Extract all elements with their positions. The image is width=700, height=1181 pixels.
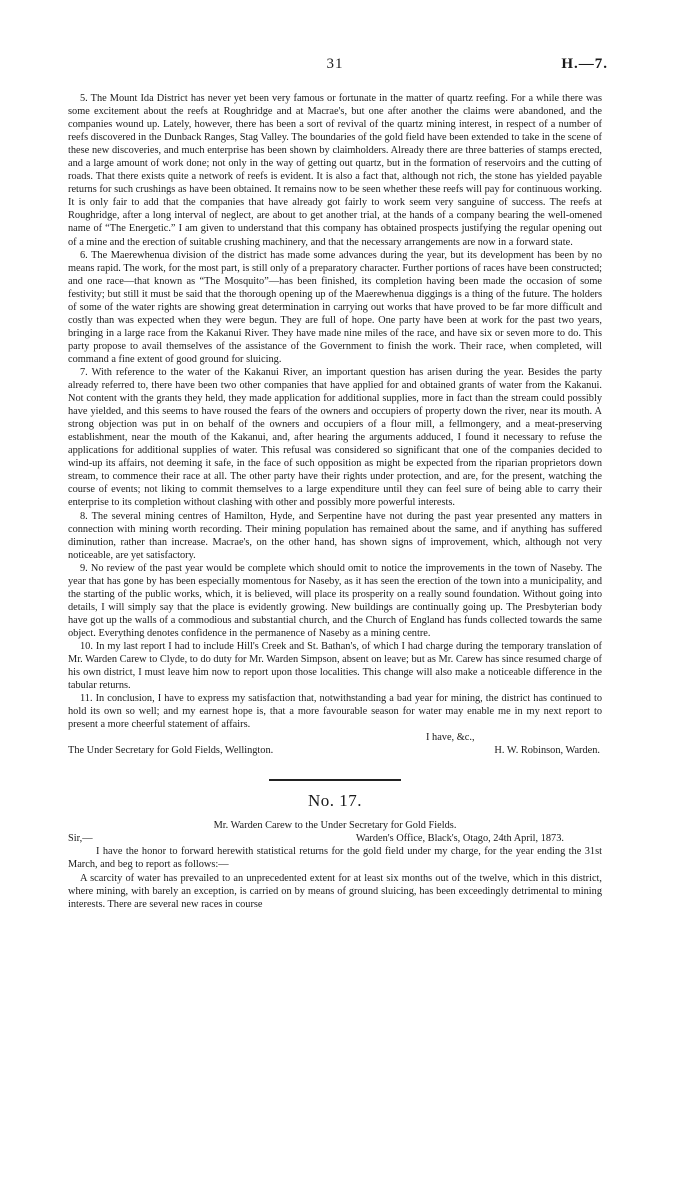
document-page	[68, 56, 608, 911]
salutation: Sir,—	[68, 833, 93, 845]
page-header	[68, 56, 608, 78]
signature-row	[68, 744, 602, 757]
section-divider	[269, 779, 401, 781]
letter-paragraph: A scarcity of water has prevailed to an unprecedented extent for at least six months out of the twelve, which in this district, where mining, with barely an exception, is carried on by means of ground sluicing, has been exceedingly detrimental to mining interests. There are several new races in course	[68, 872, 602, 910]
letter-intro: I have the honor to forward herewith statistical returns for the gold field under my charge, for the year ending the 31st March, and beg to report as follows:—	[68, 846, 602, 871]
report-body	[68, 92, 602, 731]
section-id: H.—7.	[561, 56, 608, 72]
paragraph-8: 8. The several mining centres of Hamilton, Hyde, and Serpentine have not during the past year presented any matters in connection with mining worth recording. Their mining population has remained about the same, and if anything has suffered diminution, rather than increase. Macrae's, on the other hand, has shown signs of improvement, which, although not very noticeable, are yet satisfactory.	[68, 510, 602, 561]
salutation-row	[68, 832, 602, 845]
dateline: Warden's Office, Black's, Otago, 24th April, 1873.	[355, 833, 564, 845]
paragraph-10: 10. In my last report I had to include Hill's Creek and St. Bathan's, of which I had charge during the temporary translation of Mr. Warden Carew to Clyde, to do duty for Mr. Warden Simpson, absent on leave; but as Mr. Carew has since resumed charge of his own district, I must leave him now to report upon those localities. This change will also make a noticeable difference in the tabular returns.	[68, 640, 602, 692]
closing: I have, &c.,	[426, 732, 475, 744]
document-number: No. 17.	[307, 791, 363, 811]
page-number: 31	[326, 56, 344, 72]
paragraph-9: 9. No review of the past year would be complete which should omit to notice the improvements in the town of Naseby. The year that has gone by has been especially momentous for Naseby, as it has seen the erection of the town into a municipality, and the starting of the public works, which, it is believed, will place its prosperity on a really sound foundation. Without going into details, I will simply say that the place is evidently growing. New buildings are continually going up. The Presbyterian body have got up the walls of a commodious and substantial church, and the Church of England has funds collected towards the same object. Everything denotes confidence in the permanence of Naseby as a mining centre.	[68, 562, 602, 639]
paragraph-11: 11. In conclusion, I have to express my satisfaction that, notwithstanding a bad year for mining, the district has continued to hold its own so well; and my earnest hope is, that a more favourable season for water may enable me in my next report to present a more cheerful statement of affairs.	[68, 693, 602, 731]
letter-heading: Mr. Warden Carew to the Under Secretary for Gold Fields.	[213, 820, 457, 832]
paragraph-6: 6. The Maerewhenua division of the district has made some advances during the year, but its development has been by no means rapid. The work, for the most part, is still only of a preparatory character. Further portions of races have been constructed; and one race—that known as “The Mosquito”—has been finished, its completion having been made the occasion of some festivity; but still it must be said that the thorough opening up of the Maerewhenua diggings is a thing of the future. The holders of some of the water rights are showing great determination in carrying out works that have proved to be far more difficult and costly than was expected when they were begun. They are full of hope. One party have been at work for the past two years, bringing in a large race from the Kakanui River. They have made nine miles of the race, and have six or seven more to do. This party propose to avail themselves of the assistance of the Government to finish the work. Their race, when completed, will command a fine extent of good ground for sluicing.	[68, 249, 602, 365]
addressee: The Under Secretary for Gold Fields, Wellington.	[68, 745, 274, 757]
paragraph-7: 7. With reference to the water of the Kakanui River, an important question has arisen during the year. Besides the party already referred to, there have been two other companies that have applied for and obtained grants of water from the Kakanui. Not content with the grants they held, they made application for additional supplies, more in fact than the stream could possibly have yielded, and this seems to have roused the fears of the owners and occupiers of property down the river, near its mouth. A strong objection was put in on behalf of the owners and occupiers of a flour mill, a fellmongery, and a meat-preserving establishment, near the mouth of the Kakanui, and, after hearing the arguments adduced, I found it necessary to refuse the applications for additional supplies of water. This refusal was considered so significant that one of the companies decided to wind-up its affairs, not deeming it safe, in the face of such opposition as might be expected from the riparian proprietors down stream, to commence their race at all. The other party have their rights under protection, and are, for the present, watching the course of events; not liking to commit themselves to a large expenditure until they can feel sure of being able to carry their enterprise to its completion without clashing with other and possibly more powerful interests.	[68, 366, 602, 509]
signature: H. W. Robinson, Warden.	[494, 745, 600, 757]
paragraph-5: 5. The Mount Ida District has never yet been very famous or fortunate in the matter of quartz reefing. For a while there was some excitement about the reefs at Roughridge and at Macrae's, but one after another the claims were abandoned, and the companies wound up. Lately, however, there has been a sort of revival of the quartz mining interest, in respect of a number of reefs discovered in the Dunback Ranges, Stag Valley. The boundaries of the gold field have been extended to take in the scene of these new discoveries, and much enterprise has been shown by claimholders. Already there are three batteries of stamps erected, and a large amount of work done; not only in the way of getting out quartz, but in the formation of reservoirs and the cutting of roads. That there exists quite a network of reefs is evident. It is also a fact that, although not rich, the stone has yielded payable returns for such crushings as have been obtained. It remains now to be seen whether these reefs will pay for continuous working. It is only fair to add that the companies that have already got fairly to work seem very sanguine of success. The reefs at Roughridge, after a long interval of neglect, are about to get another trial, at the hands of a company bearing the well-omened name of “The Energetic.” I am given to understand that this company has obtained prospects justifying the regular opening out of a mine and the erection of suitable crushing machinery, and that the necessary arrangements are now in a forward state.	[68, 93, 602, 248]
